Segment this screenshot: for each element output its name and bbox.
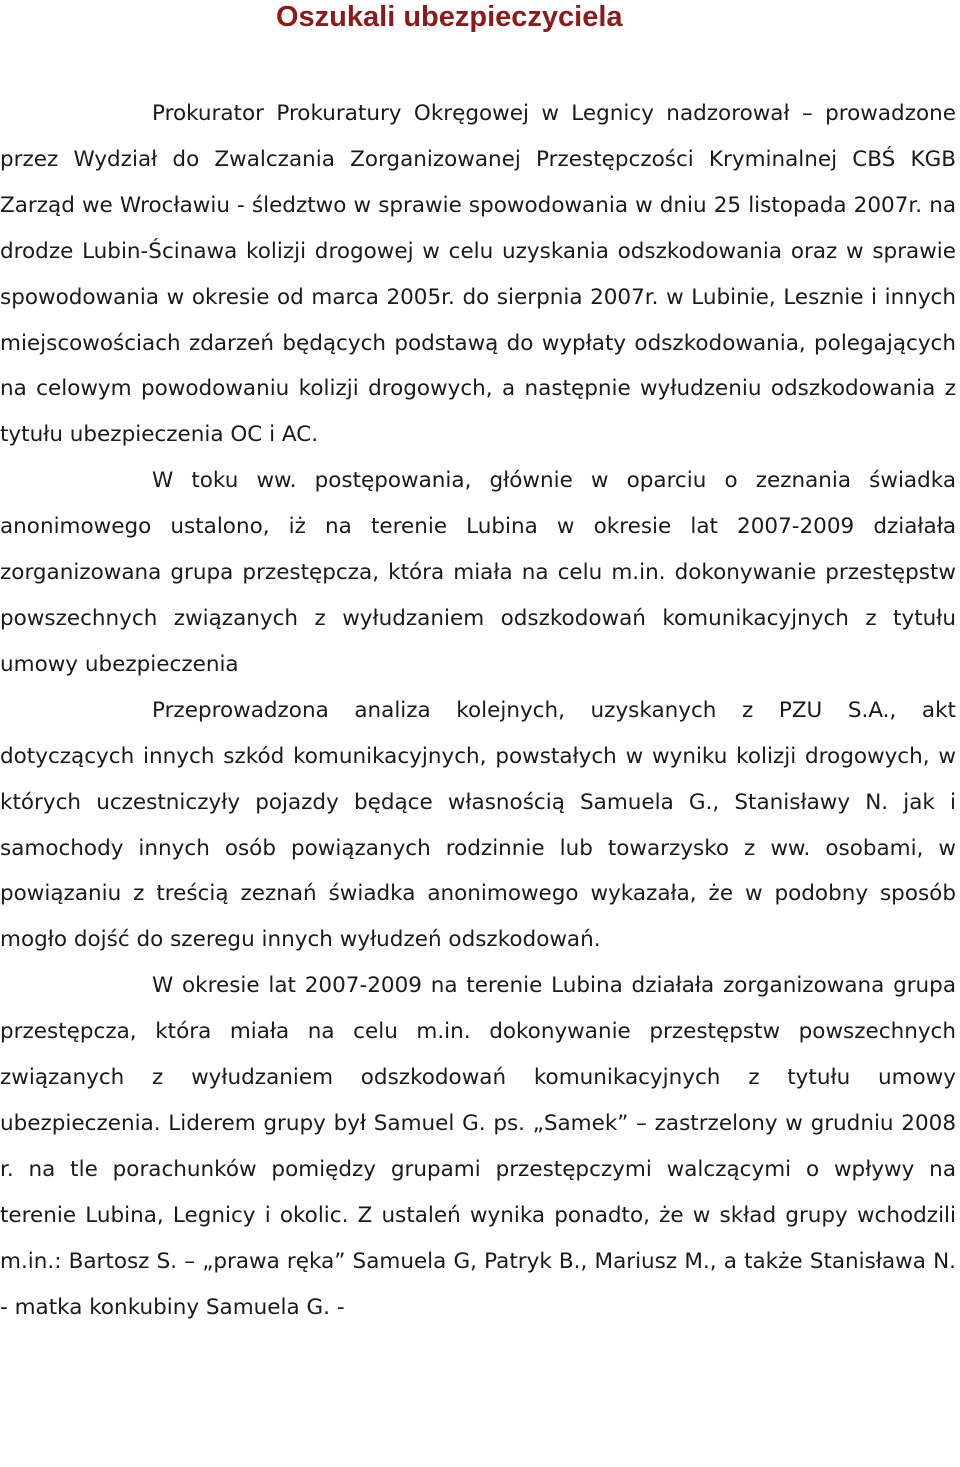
paragraph-4: W okresie lat 2007-2009 na terenie Lubina działała zorganizowana grupa przestępcza, która miała na celu m.in. dokonywanie przestępstw powszechnych związanych z wyłudzaniem odszkodowań komunikacyjnych z tytułu umowy ubezpieczenia. Liderem grupy był Samuel G. ps. „Samek” – zastrzelony w grudniu 2008 r. na tle porachunków pomiędzy grupami przestępczymi walczącymi o wpływy na terenie Lubina, Legnicy i okolic. Z ustaleń wynika ponadto, że w skład grupy wchodzili m.in.: Bartosz S. – „prawa ręka” Samuela G, Patryk B., Mariusz M., a także Stanisława N. - matka konkubiny Samuela G. -	[0, 973, 956, 1320]
article-title: Oszukali ubezpieczyciela	[276, 1, 623, 33]
paragraph-3: Przeprowadzona analiza kolejnych, uzyskanych z PZU S.A., akt dotyczących innych szkód komunikacyjnych, powstałych w wyniku kolizji drogowych, w których uczestniczyły pojazdy będące własnością Samuela G., Stanisławy N. jak i samochody innych osób powiązanych rodzinnie lub towarzysko z ww. osobami, w powiązaniu z treścią zeznań świadka anonimowego wykazała, że w podobny sposób mogło dojść do szeregu innych wyłudzeń odszkodowań.	[0, 697, 956, 953]
paragraph-2: W toku ww. postępowania, głównie w oparciu o zeznania świadka anonimowego ustalono, iż na terenie Lubina w okresie lat 2007-2009 działała zorganizowana grupa przestępcza, która miała na celu m.in. dokonywanie przestępstw powszechnych związanych z wyłudzaniem odszkodowań komunikacyjnych z tytułu umowy ubezpieczenia	[0, 468, 956, 677]
article-body	[0, 91, 956, 1330]
paragraph-1: Prokurator Prokuratury Okręgowej w Legnicy nadzorował – prowadzone przez Wydział do Zwalczania Zorganizowanej Przestępczości Kryminalnej CBŚ KGB Zarząd we Wrocławiu - śledztwo w sprawie spowodowania w dniu 25 listopada 2007r. na drodze Lubin-Ścinawa kolizji drogowej w celu uzyskania odszkodowania oraz w sprawie spowodowania w okresie od marca 2005r. do sierpnia 2007r. w Lubinie, Lesznie i innych miejscowościach zdarzeń będących podstawą do wypłaty odszkodowania, polegających na celowym powodowaniu kolizji drogowych, a następnie wyłudzeniu odszkodowania z tytułu ubezpieczenia OC i AC.	[0, 101, 956, 448]
